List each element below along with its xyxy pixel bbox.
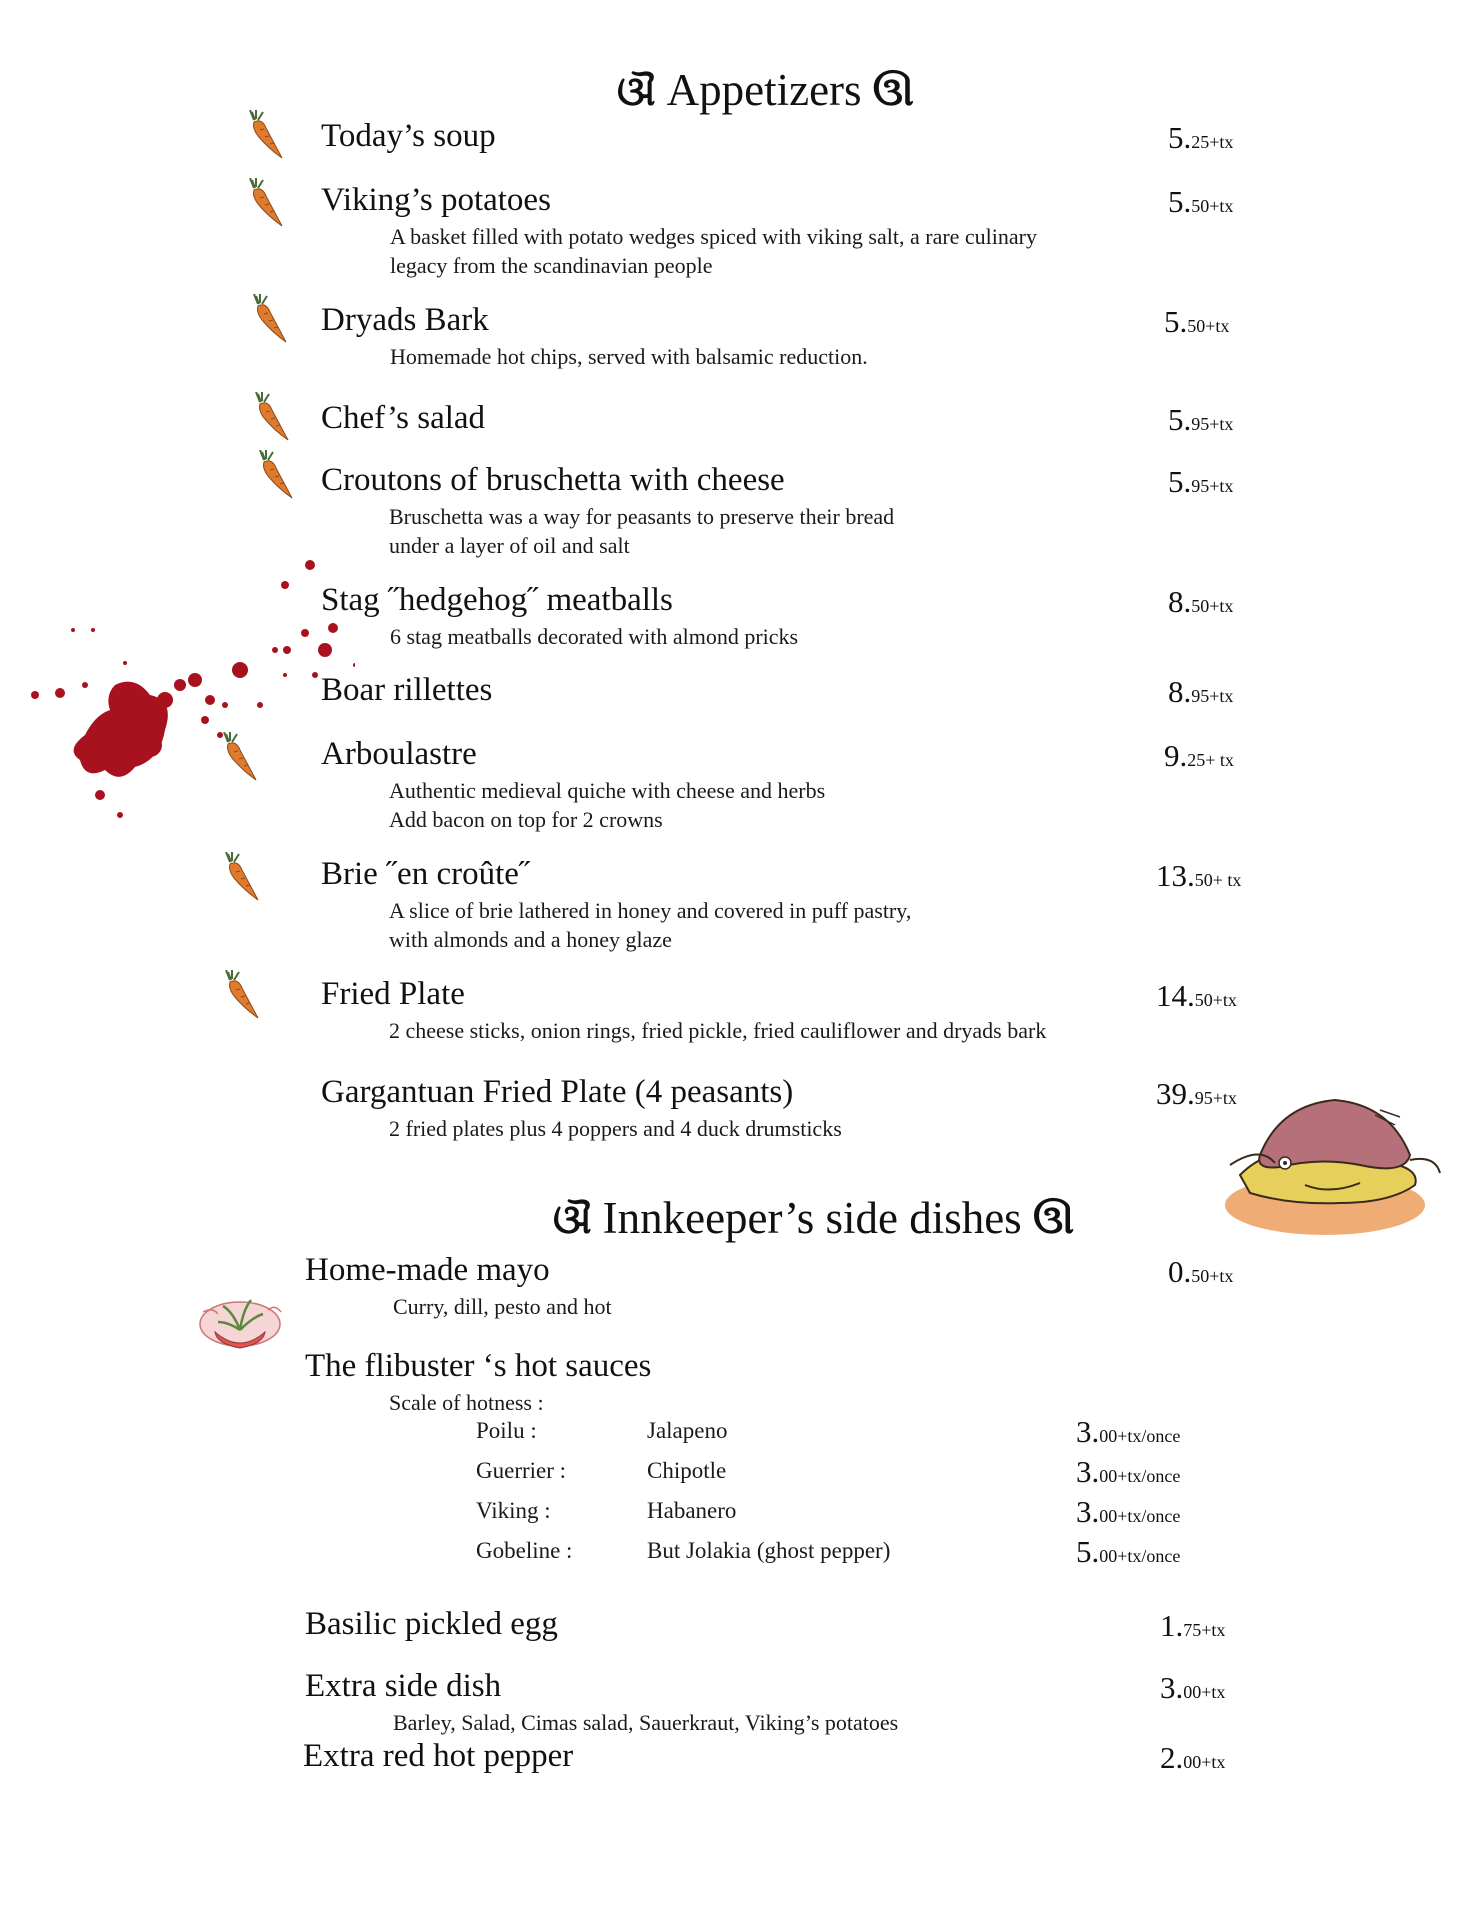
hotness-level: Guerrier : (476, 1458, 567, 1483)
menu-item-name: Stag ˝hedgehog˝ meatballs (321, 582, 673, 618)
pepper-name: Jalapeno (647, 1418, 728, 1443)
menu-item-name: Today’s soup (321, 118, 496, 154)
hotness-level: Viking : (476, 1498, 551, 1523)
menu-item-name: Fried Plate (321, 976, 465, 1012)
menu-item-name: Arboulastre (321, 736, 477, 772)
sauce-price: 3.00+tx/once (1076, 1414, 1181, 1449)
sauce-price: 3.00+tx/once (1076, 1494, 1181, 1529)
ornament-left-icon: ଔ (617, 69, 656, 114)
menu-item-description: Bruschetta was a way for peasants to preserve their bread under a layer of oil and salt (389, 504, 895, 558)
menu-item-price: 5.95+tx (1168, 402, 1234, 437)
hotness-level: Poilu : (476, 1418, 537, 1443)
menu-item-name: Chef’s salad (321, 400, 486, 436)
plant-pot-illustration (193, 1282, 288, 1352)
menu-item-description: 2 cheese sticks, onion rings, fried pickle, fried cauliflower and dryads bark (389, 1018, 1047, 1043)
menu-item-name: Brie ˝en croûte˝ (321, 856, 530, 892)
menu-item-name: Viking’s potatoes (321, 182, 551, 218)
menu-item-price: 9.25+ tx (1164, 738, 1234, 773)
pepper-name: But Jolakia (ghost pepper) (647, 1538, 891, 1563)
side-item-price: 0.50+tx (1168, 1254, 1234, 1289)
pepper-name: Habanero (647, 1498, 737, 1523)
menu-item-name: Croutons of bruschetta with cheese (321, 462, 785, 498)
side-item-price: 1.75+tx (1160, 1608, 1226, 1643)
ornament-left-icon: ଔ (553, 1197, 592, 1242)
carrot-icon (248, 178, 288, 230)
sauce-price: 3.00+tx/once (1076, 1454, 1181, 1489)
appetizers-title: ଔ Appetizers ઊ (617, 65, 915, 115)
menu-item-price: 5.95+tx (1168, 464, 1234, 499)
sauce-price: 5.00+tx/once (1076, 1534, 1181, 1569)
carrot-icon (224, 852, 264, 904)
side-item-name: Extra side dish (305, 1668, 502, 1704)
side-item-price: 2.00+tx (1160, 1740, 1226, 1775)
menu-item-price: 8.50+tx (1168, 584, 1234, 619)
menu-item-price: 13.50+ tx (1156, 858, 1242, 893)
menu-item-description: Homemade hot chips, served with balsamic reduction. (390, 344, 868, 369)
menu-item-description: Authentic medieval quiche with cheese and herbs Add bacon on top for 2 crowns (389, 778, 826, 832)
side-item-name: Extra red hot pepper (303, 1738, 574, 1774)
side-item-name: Home-made mayo (305, 1252, 550, 1288)
menu-item-price: 5.50+tx (1168, 184, 1234, 219)
menu-item-description: 2 fried plates plus 4 poppers and 4 duck drumsticks (389, 1116, 842, 1141)
carrot-icon (224, 970, 264, 1022)
hotness-scale-label: Scale of hotness : (389, 1390, 544, 1415)
menu-item-price: 8.95+tx (1168, 674, 1234, 709)
carrot-icon (252, 294, 292, 346)
menu-item-description: A basket filled with potato wedges spiced with viking salt, a rare culinary legacy from the scandinavian people (390, 224, 1038, 278)
side-item-description: Barley, Salad, Cimas salad, Sauerkraut, Viking’s potatoes (393, 1710, 899, 1735)
carrot-icon (248, 110, 288, 162)
carrot-icon (258, 450, 298, 502)
side-dishes-title: ଔ Innkeeper’s side dishes ઊ (553, 1193, 1075, 1243)
menu-item-price: 39.95+tx (1156, 1076, 1237, 1111)
menu-item-name: Boar rillettes (321, 672, 493, 708)
menu-item-description: A slice of brie lathered in honey and covered in puff pastry, with almonds and a honey glaze (389, 898, 912, 952)
side-item-name: The flibuster ‘s hot sauces (305, 1348, 652, 1384)
carrot-icon (254, 392, 294, 444)
menu-item-description: 6 stag meatballs decorated with almond pricks (390, 624, 799, 649)
menu-item-price: 5.25+tx (1168, 120, 1234, 155)
menu-item-price: 5.50+tx (1164, 304, 1230, 339)
menu-item-price: 14.50+tx (1156, 978, 1237, 1013)
menu-item-name: Dryads Bark (321, 302, 489, 338)
ornament-right-icon: ઊ (872, 69, 915, 114)
hotness-level: Gobeline : (476, 1538, 573, 1563)
side-item-price: 3.00+tx (1160, 1670, 1226, 1705)
side-item-name: Basilic pickled egg (305, 1606, 558, 1642)
menu-item-name: Gargantuan Fried Plate (4 peasants) (321, 1074, 794, 1110)
carrot-icon (222, 732, 262, 784)
side-item-description: Curry, dill, pesto and hot (393, 1294, 612, 1319)
pepper-name: Chipotle (647, 1458, 727, 1483)
blood-splatter-decoration (25, 555, 355, 825)
ornament-right-icon: ઊ (1032, 1197, 1075, 1242)
